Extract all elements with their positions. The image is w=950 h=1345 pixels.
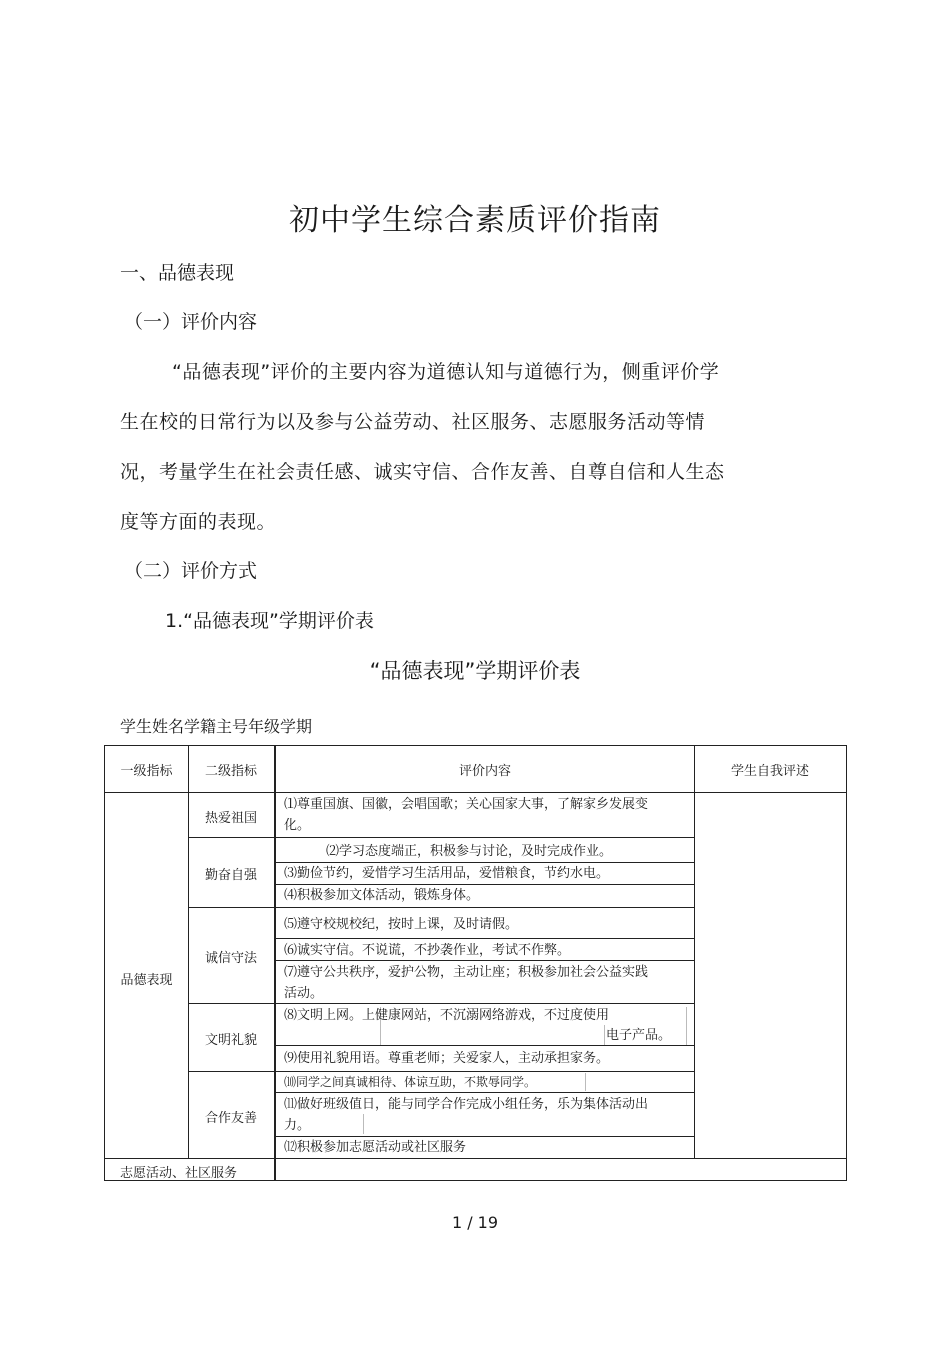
content-item: ⑶勤俭节约，爱惜学习生活用品，爱惜粮食，节约水电。 bbox=[284, 866, 610, 881]
content-item: ⑹诚实守信。不说谎，不抄袭作业，考试不作弊。 bbox=[284, 943, 571, 958]
content-item: ⑵学习态度端正，积极参与讨论，及时完成作业。 bbox=[326, 844, 613, 859]
table-rule bbox=[274, 745, 276, 1181]
scan-artifact bbox=[686, 1007, 687, 1045]
content-item: ⑽同学之间真诚相待、体谅互助，不欺辱同学。 bbox=[284, 1075, 537, 1089]
table-border bbox=[104, 745, 105, 1181]
table-rule bbox=[276, 938, 695, 939]
section-heading: 一、品德表现 bbox=[120, 262, 235, 284]
level2-label: 勤奋自强 bbox=[204, 868, 257, 883]
header-level1: 一级指标 bbox=[120, 764, 173, 779]
table-rule bbox=[104, 792, 847, 793]
paragraph-line: 度等方面的表现。 bbox=[120, 511, 277, 533]
content-item: ⑷积极参加文体活动，锻炼身体。 bbox=[284, 888, 480, 903]
level1-label: 品德表现 bbox=[120, 973, 173, 988]
paragraph-line: 况，考量学生在社会责任感、诚实守信、合作友善、自尊自信和人生态 bbox=[120, 461, 725, 483]
student-info-line: 学生姓名学籍主号年级学期 bbox=[120, 717, 313, 736]
footer-row-label: 志愿活动、社区服务 bbox=[120, 1166, 238, 1181]
table-rule bbox=[694, 745, 695, 1158]
list-heading: 1.“品德表现”学期评价表 bbox=[165, 610, 374, 632]
header-level2: 二级指标 bbox=[204, 764, 257, 779]
content-item: ⑿积极参加志愿活动或社区服务 bbox=[284, 1140, 467, 1155]
content-item: ⑻文明上网。上健康网站，不沉溺网络游戏，不过度使用 bbox=[284, 1008, 610, 1023]
subsection-heading: （一）评价内容 bbox=[124, 311, 258, 333]
paragraph-line: 生在校的日常行为以及参与公益劳动、社区服务、志愿服务活动等情 bbox=[120, 411, 706, 433]
level2-label: 合作友善 bbox=[204, 1111, 257, 1126]
page-number: 1 / 19 bbox=[451, 1213, 499, 1232]
subsection-heading: （二）评价方式 bbox=[124, 560, 258, 582]
table-title: “品德表现”学期评价表 bbox=[369, 659, 581, 683]
content-item: ⑴尊重国旗、国徽，会唱国歌；关心国家大事，了解家乡发展变化。 bbox=[284, 797, 649, 833]
content-item: ⑾做好班级值日，能与同学合作完成小组任务，乐为集体活动出力。 bbox=[284, 1097, 649, 1133]
table-border bbox=[104, 745, 847, 746]
content-item: ⑺遵守公共秩序，爱护公物，主动让座；积极参加社会公益实践活动。 bbox=[284, 965, 649, 1001]
table-rule bbox=[188, 907, 695, 908]
header-self-review: 学生自我评述 bbox=[730, 764, 809, 779]
paragraph-line: “品德表现”评价的主要内容为道德认知与道德行为，侧重评价学 bbox=[172, 361, 720, 383]
content-item: 电子产品。 bbox=[606, 1028, 672, 1043]
content-item: ⑼使用礼貌用语。尊重老师；关爱家人，主动承担家务。 bbox=[284, 1051, 610, 1066]
level2-label: 文明礼貌 bbox=[204, 1033, 257, 1048]
scan-artifact bbox=[604, 1025, 605, 1045]
level2-label: 诚信守法 bbox=[204, 951, 257, 966]
page-title: 初中学生综合素质评价指南 bbox=[289, 203, 661, 238]
level2-label: 热爱祖国 bbox=[204, 811, 257, 826]
table-rule bbox=[188, 837, 695, 838]
content-item: ⑸遵守校规校纪，按时上课，及时请假。 bbox=[284, 917, 519, 932]
header-content: 评价内容 bbox=[458, 764, 511, 779]
table-border bbox=[846, 745, 847, 1181]
table-rule bbox=[104, 1158, 847, 1159]
